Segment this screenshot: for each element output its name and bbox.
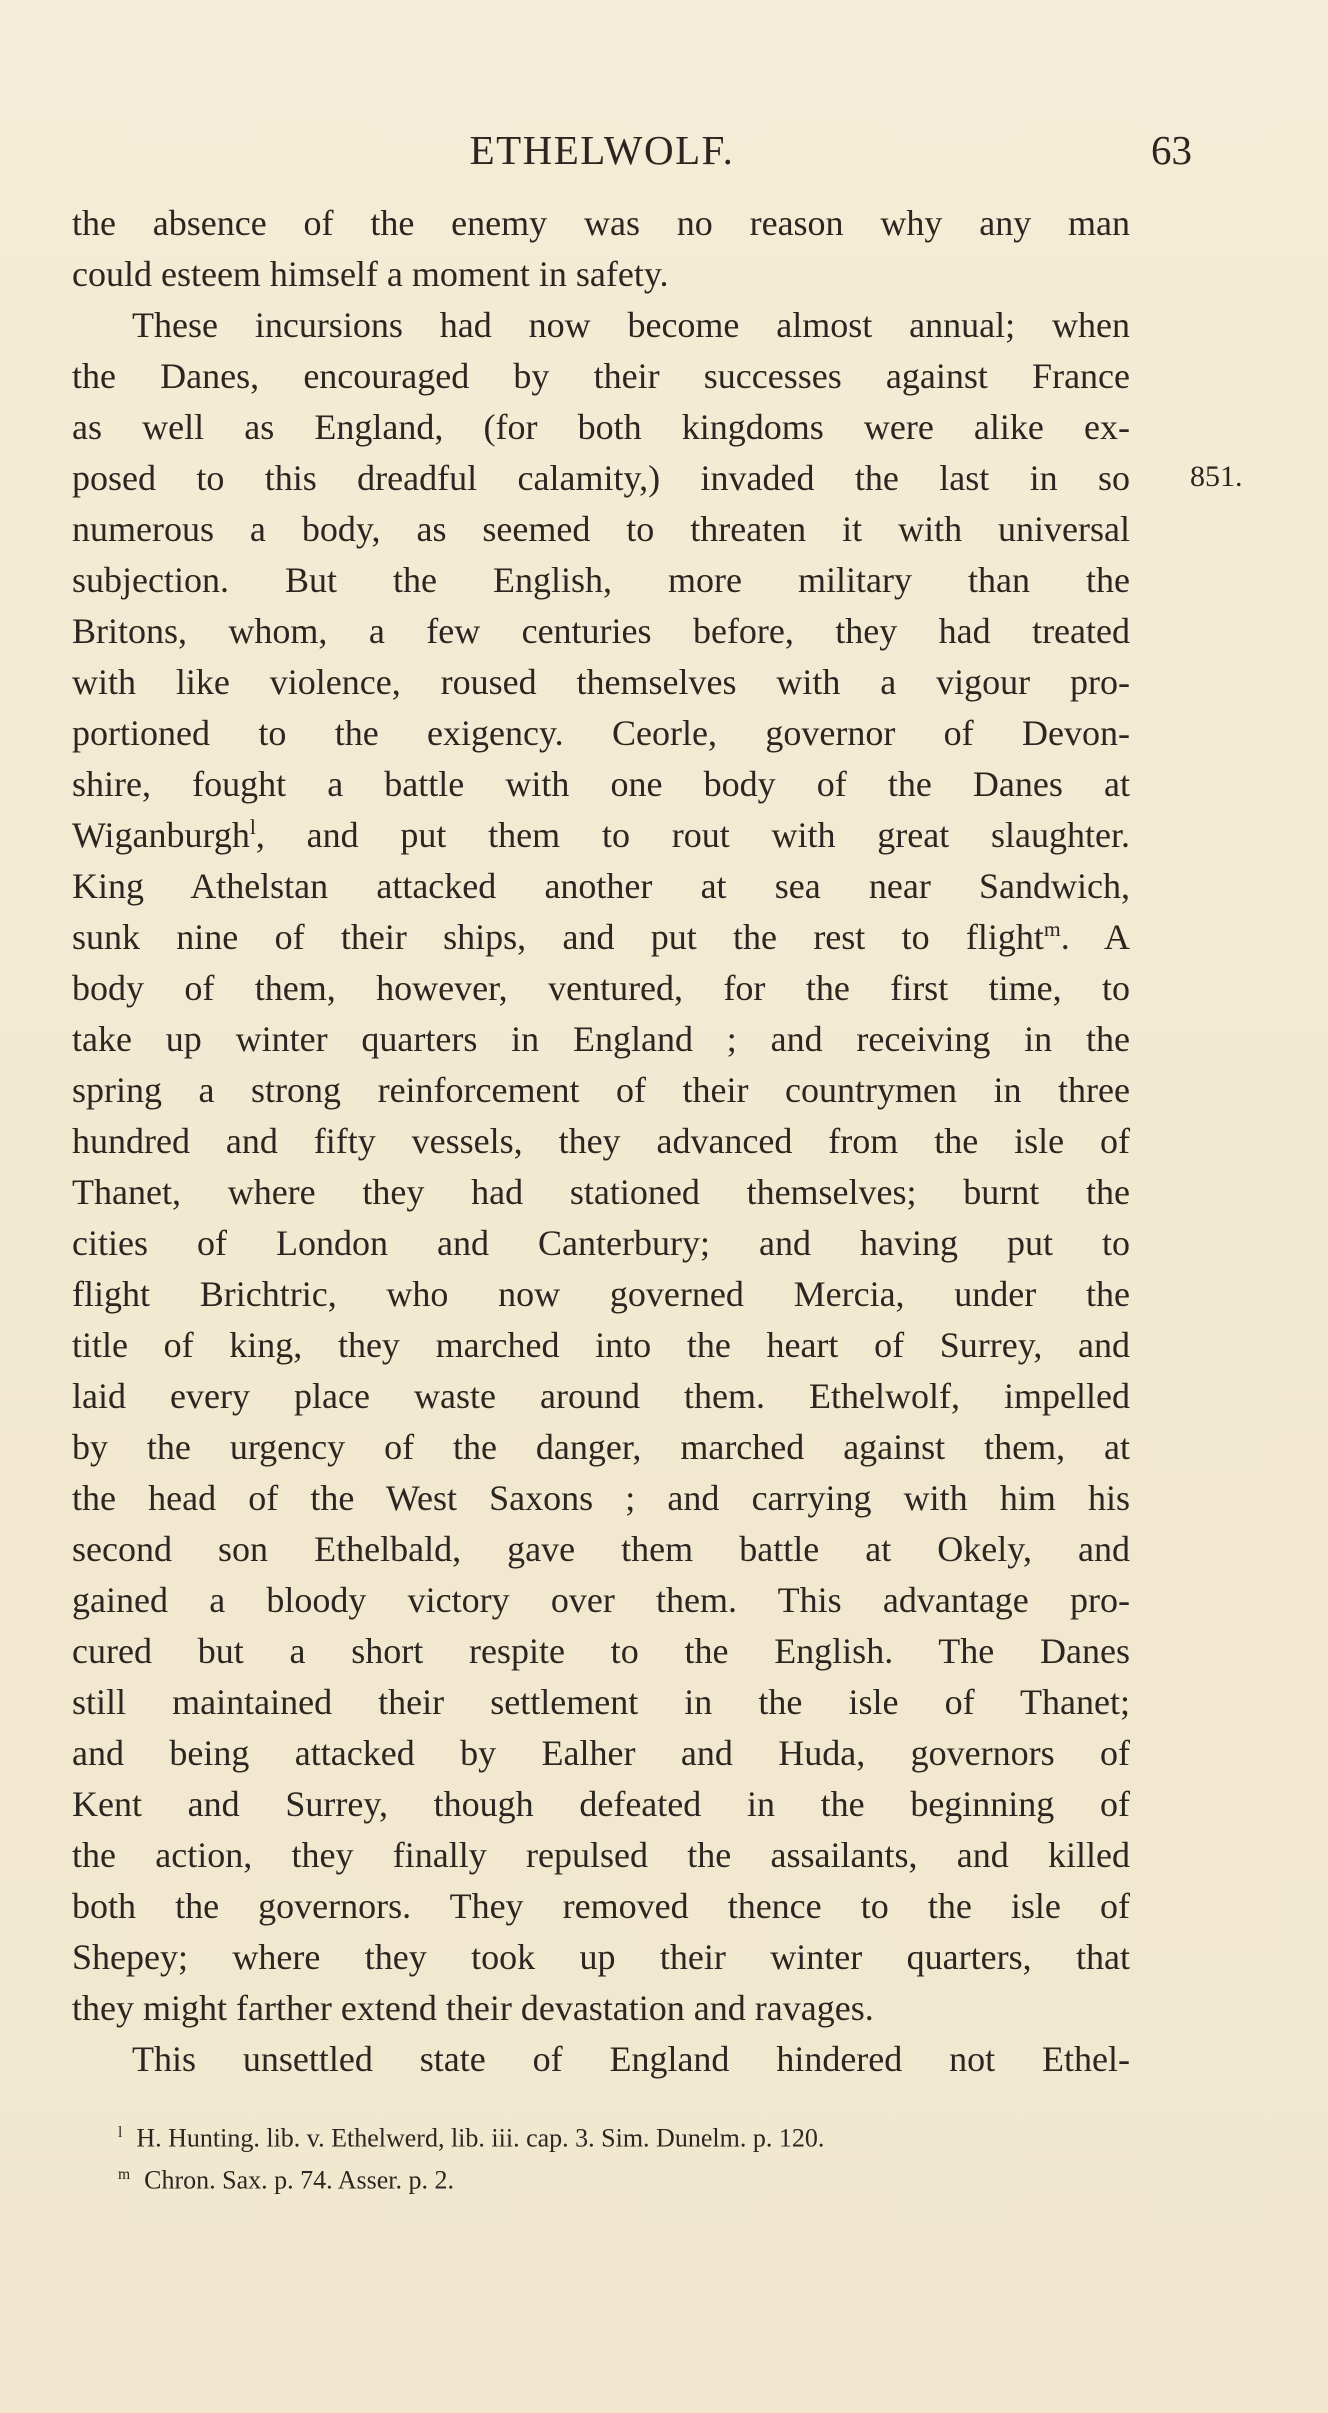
text-line (72, 555, 1130, 606)
text-line (72, 453, 1130, 504)
footnote-text: H. Hunting. lib. v. Ethelwerd, lib. iii. cap. 3. Sim. Dunelm. p. 120. (136, 2123, 825, 2153)
text-line (72, 300, 1130, 351)
line-text: numerous a body, as seemed to threaten it with universal (72, 509, 1130, 549)
text-line (72, 2034, 1130, 2085)
line-text: laid every place waste around them. Ethelwolf, impelled (72, 1376, 1130, 1416)
text-line (72, 351, 1130, 402)
text-line (72, 1830, 1130, 1881)
line-text: posed to this dreadful calamity,) invaded the last in so (72, 458, 1130, 498)
line-text: shire, fought a battle with one body of the Danes at (72, 764, 1130, 804)
footnote-ref: l (249, 815, 256, 839)
page-header (72, 118, 1192, 178)
text-line (72, 1065, 1130, 1116)
line-text: cities of London and Canterbury; and having put to (72, 1223, 1130, 1263)
text-line (72, 606, 1130, 657)
line-text: sunk nine of their ships, and put the rest to flight (72, 917, 1044, 957)
footnotes (118, 2115, 1118, 2198)
text-line (72, 1116, 1130, 1167)
text-line (72, 1575, 1130, 1626)
line-text: the absence of the enemy was no reason why any man (72, 203, 1130, 243)
line-text: portioned to the exigency. Ceorle, governor of Devon- (72, 713, 1130, 753)
page-number: 63 (1151, 127, 1192, 173)
text-line (72, 759, 1130, 810)
text-line (72, 1422, 1130, 1473)
line-text: Wiganburgh (72, 815, 250, 855)
line-text: flight Brichtric, who now governed Mercia, under the (72, 1274, 1130, 1314)
text-line (72, 912, 1130, 963)
line-text: still maintained their settlement in the isle of Thanet; (72, 1682, 1130, 1722)
text-line (72, 1269, 1130, 1320)
text-line (72, 1167, 1130, 1218)
text-line (72, 1779, 1130, 1830)
line-text: Kent and Surrey, though defeated in the beginning of (72, 1784, 1130, 1824)
line-text: and being attacked by Ealher and Huda, governors of (72, 1733, 1130, 1773)
text-line (72, 861, 1130, 912)
line-text: King Athelstan attacked another at sea near Sandwich, (72, 866, 1130, 906)
text-line (72, 1014, 1130, 1065)
text-line (72, 708, 1130, 759)
line-text: This unsettled state of England hindered not Ethel- (132, 2039, 1130, 2079)
text-line (72, 249, 1130, 300)
line-text: . A (1060, 917, 1130, 957)
margin-note: 851. (1190, 460, 1243, 493)
line-text: second son Ethelbald, gave them battle at Okely, and (72, 1529, 1130, 1569)
line-text: Thanet, where they had stationed themselves; burnt the (72, 1172, 1130, 1212)
text-line (72, 1881, 1130, 1932)
line-text: could esteem himself a moment in safety. (72, 254, 669, 294)
line-text: subjection. But the English, more military than the (72, 560, 1130, 600)
text-line (72, 963, 1130, 1014)
text-line (72, 1728, 1130, 1779)
text-line (72, 1524, 1130, 1575)
line-text: title of king, they marched into the heart of Surrey, and (72, 1325, 1130, 1365)
line-text: cured but a short respite to the English. The Danes (72, 1631, 1130, 1671)
line-text: by the urgency of the danger, marched against them, at (72, 1427, 1130, 1467)
text-line (72, 1983, 1130, 2034)
footnote-l (118, 2115, 1118, 2157)
footnote-mark: m (118, 2165, 131, 2183)
text-line (72, 1677, 1130, 1728)
line-text: Britons, whom, a few centuries before, they had treated (72, 611, 1130, 651)
text-line (72, 1218, 1130, 1269)
line-text: with like violence, roused themselves with a vigour pro- (72, 662, 1130, 702)
text-line (72, 657, 1130, 708)
running-head: ETHELWOLF. (469, 127, 735, 173)
body-text (72, 198, 1130, 2085)
line-text: body of them, however, ventured, for the first time, to (72, 968, 1130, 1008)
line-text: they might farther extend their devastation and ravages. (72, 1988, 874, 2028)
text-line (72, 402, 1130, 453)
text-line (72, 1320, 1130, 1371)
line-text: Shepey; where they took up their winter quarters, that (72, 1937, 1130, 1977)
line-text: These incursions had now become almost annual; when (132, 305, 1130, 345)
text-line (72, 1932, 1130, 1983)
footnote-m (118, 2157, 1118, 2199)
text-line (72, 1626, 1130, 1677)
text-line (72, 504, 1130, 555)
line-text: the head of the West Saxons ; and carrying with him his (72, 1478, 1130, 1518)
text-line (72, 810, 1130, 861)
line-text: the action, they finally repulsed the assailants, and killed (72, 1835, 1130, 1875)
text-line (72, 198, 1130, 249)
footnote-mark: l (118, 2124, 123, 2141)
text-line (72, 1371, 1130, 1422)
line-text: gained a bloody victory over them. This advantage pro- (72, 1580, 1130, 1620)
line-text: the Danes, encouraged by their successes against France (72, 356, 1130, 396)
footnote-ref: m (1043, 917, 1061, 941)
line-text: spring a strong reinforcement of their countrymen in three (72, 1070, 1130, 1110)
line-text: , and put them to rout with great slaughter. (255, 815, 1130, 855)
line-text: hundred and fifty vessels, they advanced from the isle of (72, 1121, 1130, 1161)
line-text: as well as England, (for both kingdoms were alike ex- (72, 407, 1130, 447)
footnote-text: Chron. Sax. p. 74. Asser. p. 2. (144, 2165, 454, 2195)
line-text: take up winter quarters in England ; and receiving in the (72, 1019, 1130, 1059)
text-line (72, 1473, 1130, 1524)
line-text: both the governors. They removed thence to the isle of (72, 1886, 1130, 1926)
